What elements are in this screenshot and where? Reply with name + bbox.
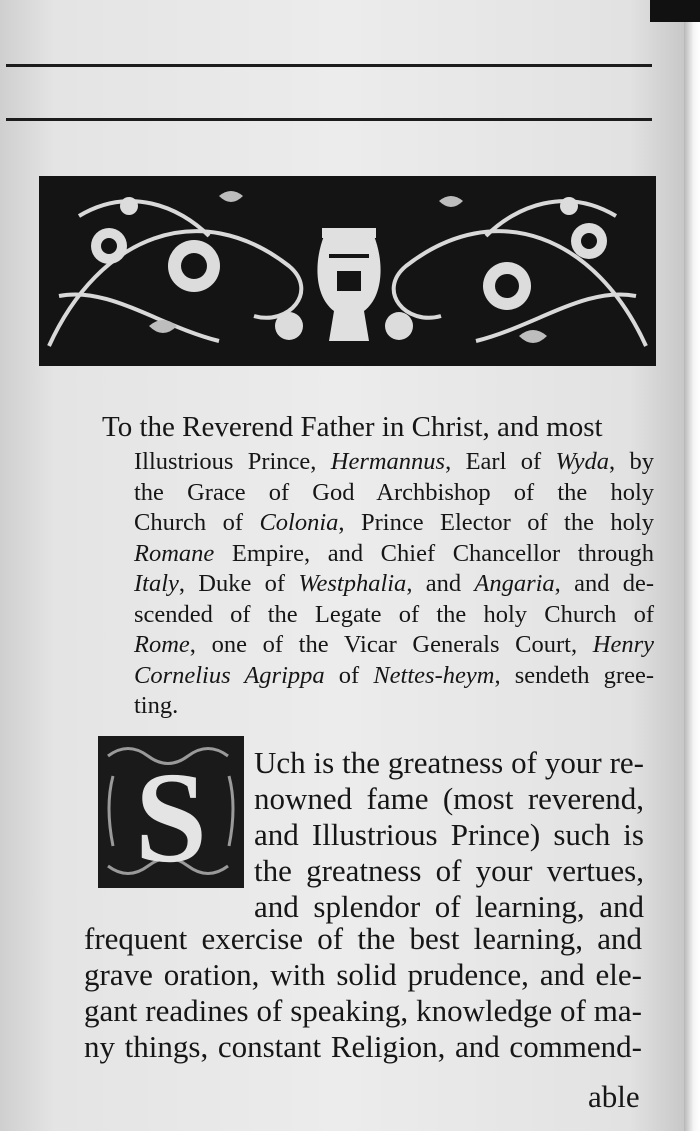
body-line: the greatness of your vertues, xyxy=(254,853,644,888)
text-span: , Duke of xyxy=(178,570,299,597)
dedication-line xyxy=(134,508,654,539)
italic-name: Hermannus xyxy=(330,448,446,475)
body-line: grave oration, with solid prudence, and ele- xyxy=(84,957,642,992)
text-span: of xyxy=(324,661,374,689)
body-line: gant readines of speaking, knowledge of ma- xyxy=(84,993,642,1028)
text-span: Church of xyxy=(134,509,260,536)
opening-paragraph-indented xyxy=(254,745,644,925)
italic-name: Nettes-heym xyxy=(373,661,495,689)
body-line: ny things, constant Religion, and commend- xyxy=(84,1029,642,1064)
dropcap-letter: S xyxy=(134,746,208,888)
body-line: Uch is the greatness of your re- xyxy=(254,745,644,780)
scan-corner-shadow xyxy=(650,0,700,22)
dedication-line xyxy=(134,447,654,478)
ornament-svg xyxy=(39,176,656,366)
body-line: frequent exercise of the best learning, and xyxy=(84,921,642,956)
dedication-line xyxy=(134,539,654,570)
dedication-line xyxy=(134,478,654,509)
italic-name: Cornelius Agrippa xyxy=(134,661,325,689)
text-span: Illustrious Prince, xyxy=(134,448,331,475)
body-line: and splendor of learning, and xyxy=(254,889,644,924)
italic-name: Colonia xyxy=(259,509,339,536)
italic-name: Italy xyxy=(134,570,179,597)
dedication-heading: To the Reverend Father in Christ, and most xyxy=(102,411,603,443)
header-rule-top xyxy=(6,64,652,67)
dedication-line xyxy=(134,569,654,600)
header-rule-bottom xyxy=(6,118,652,121)
text-span: , sendeth gree- xyxy=(494,661,654,689)
dropcap-ornament-svg xyxy=(98,736,244,888)
floral-vase-headpiece-icon xyxy=(39,176,656,366)
dedication-line xyxy=(134,691,654,722)
opening-paragraph-full xyxy=(84,921,642,1065)
text-span: , and de- xyxy=(554,570,654,597)
text-span: ting. xyxy=(134,692,179,719)
page-edge xyxy=(684,0,700,1131)
text-span: , by xyxy=(609,448,654,475)
italic-name: Rome xyxy=(134,631,190,658)
text-span: Empire, and Chief Chancellor through xyxy=(214,539,654,567)
text-span: , Earl of xyxy=(445,448,556,475)
italic-name: Wyda xyxy=(555,448,610,475)
text-span: , Prince Elector of the holy xyxy=(338,509,654,536)
italic-name: Angaria xyxy=(474,570,555,597)
dropcap-s-icon xyxy=(98,736,244,888)
text-span: , one of the Vicar Generals Court, xyxy=(189,631,593,658)
text-span: , and xyxy=(406,570,475,597)
italic-name: Westphalia xyxy=(298,570,407,597)
dedication-line xyxy=(134,630,654,661)
dedication-body xyxy=(134,447,654,722)
text-span: scended of the Legate of the holy Church of xyxy=(134,600,654,628)
italic-name: Henry xyxy=(592,631,654,658)
body-line: nowned fame (most reverend, xyxy=(254,781,644,816)
italic-name: Romane xyxy=(134,539,215,567)
dedication-line xyxy=(134,600,654,631)
catchword: able xyxy=(588,1079,640,1114)
body-line: and Illustrious Prince) such is xyxy=(254,817,644,852)
text-span: the Grace of God Archbishop of the holy xyxy=(134,478,654,506)
dedication-line xyxy=(134,661,654,692)
